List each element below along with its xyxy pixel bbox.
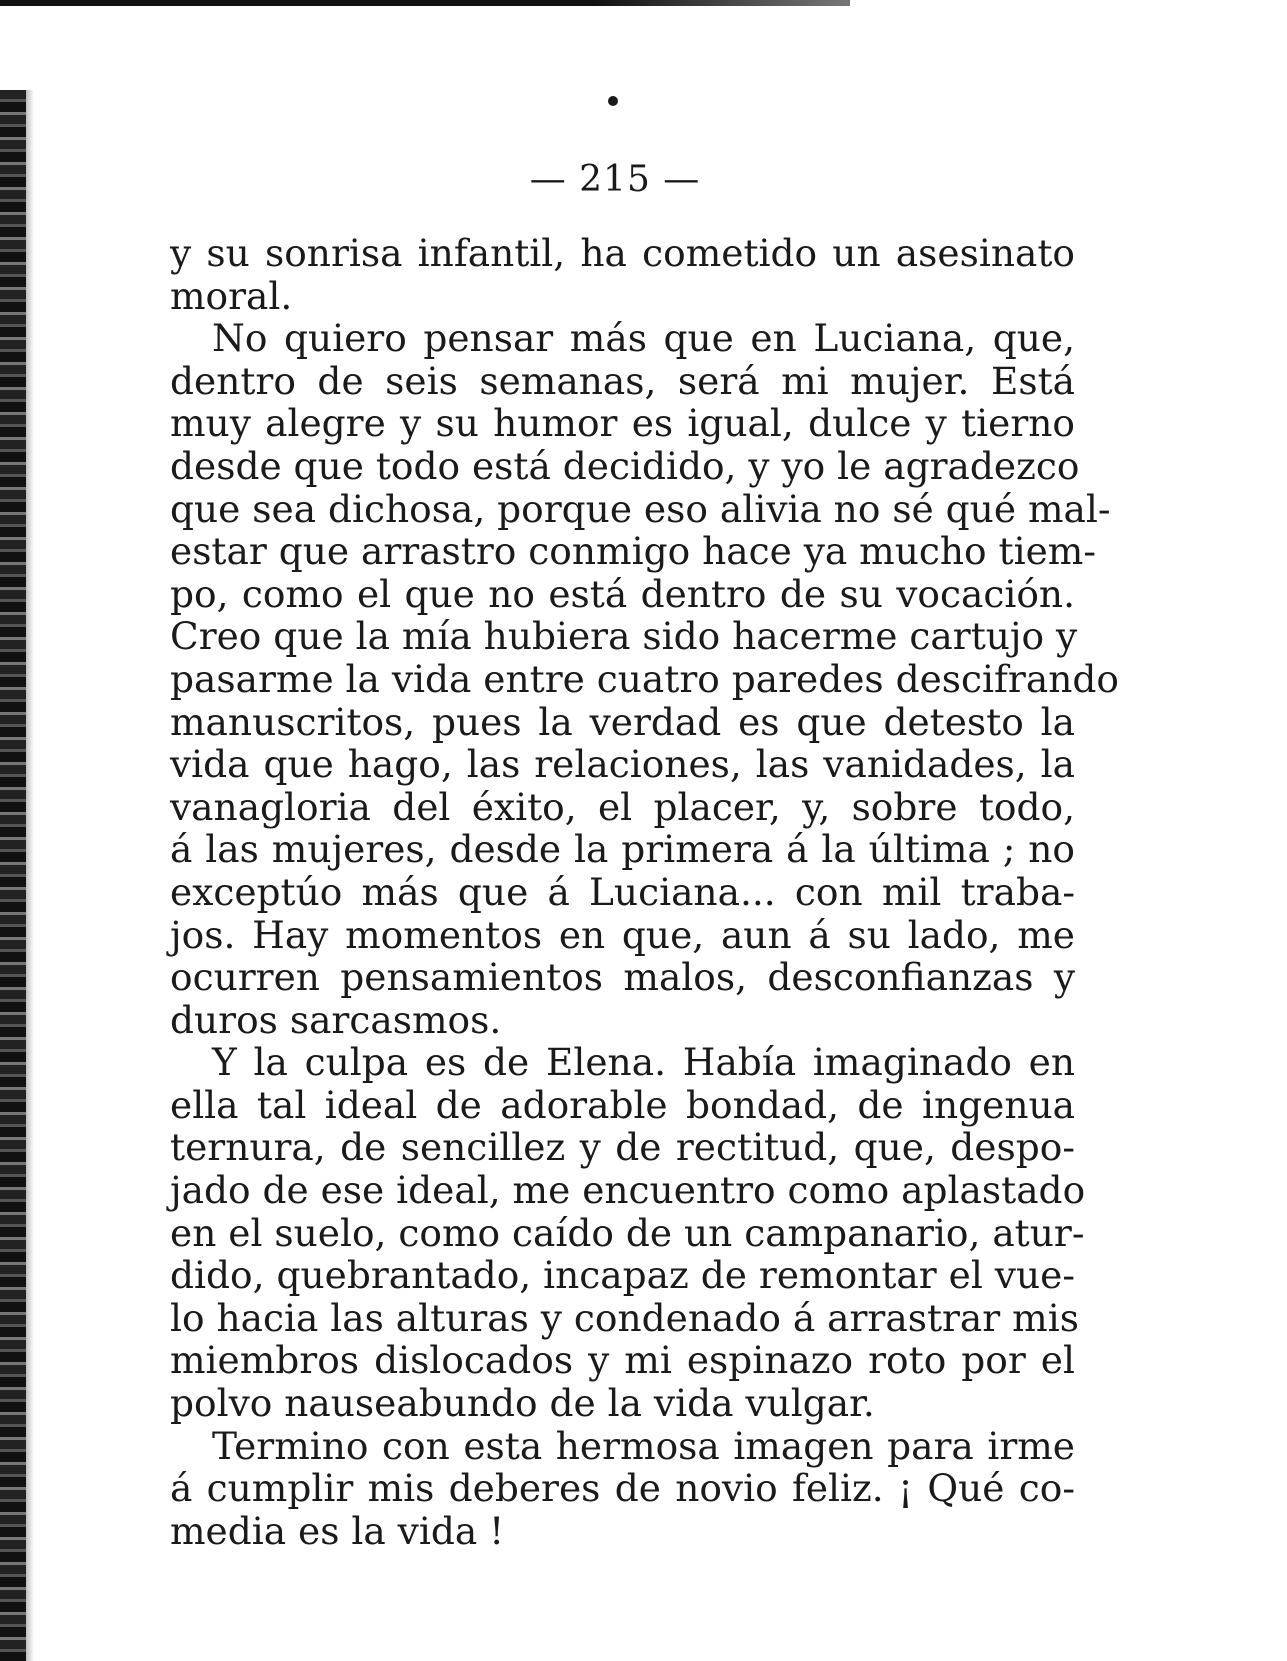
text-line: y su sonrisa infantil, ha cometido un asesinato [170,231,1075,275]
ornament-dot [608,96,618,106]
text-line: Y la culpa es de Elena. Había imaginado en [212,1040,1075,1085]
paragraph [170,316,1119,1042]
text-line: estar que arrastro conmigo hace ya mucho tiem- [170,529,1097,574]
paragraph [170,1425,1075,1553]
text-line: vida que hago, las relaciones, las vanidades, la [170,742,1075,787]
text-line: ternura, de sencillez y de rectitud, que, despo- [170,1125,1075,1170]
page-body [170,231,1119,1553]
text-line: jos. Hay momentos en que, aun á su lado, me [170,912,1075,957]
text-line: moral. [170,273,293,318]
text-line: ella tal ideal de adorable bondad, de ingenua [170,1082,1075,1127]
text-line: polvo nauseabundo de la vida vulgar. [170,1381,875,1426]
text-line: Creo que la mía hubiera sido hacerme cartujo y [170,614,1078,659]
text-line: desde que todo está decidido, y yo le agradezco [170,443,1080,488]
text-line: exceptúo más que á Luciana... con mil traba- [170,869,1075,914]
text-line: dentro de seis semanas, será mi mujer. Está [170,358,1075,403]
binding-shadow [26,90,34,1661]
paragraph [170,232,1075,317]
text-line: dido, quebrantado, incapaz de remontar el vue- [170,1253,1075,1298]
text-line: á las mujeres, desde la primera á la última ; no [170,827,1075,872]
text-line: jado de ese ideal, me encuentro como aplastado [170,1168,1086,1213]
paragraph [170,1040,1086,1426]
text-line: duros sarcasmos. [170,997,502,1042]
text-line: lo hacia las alturas y condenado á arrastrar mis [170,1295,1079,1340]
top-border-rule [0,0,850,6]
text-line: miembros dislocados y mi espinazo roto por el [170,1338,1075,1383]
text-line: ocurren pensamientos malos, desconfianzas y [170,955,1075,1000]
text-line: pasarme la vida entre cuatro paredes descifrando [170,656,1119,701]
text-line: vanagloria del éxito, el placer, y, sobre todo, [170,784,1075,829]
text-line: manuscritos, pues la verdad es que detesto la [170,699,1075,744]
text-line: que sea dichosa, porque eso alivia no sé qué mal- [170,486,1111,531]
text-line: No quiero pensar más que en Luciana, que, [212,316,1075,361]
text-line: en el suelo, como caído de un campanario, atur- [170,1210,1085,1255]
page-number: — 215 — [529,159,701,200]
binding-edge [0,90,26,1661]
text-line: á cumplir mis deberes de novio feliz. ¡ Qué co- [170,1466,1075,1511]
text-line: po, como el que no está dentro de su vocación. [170,571,1075,616]
text-line: media es la vida ! [170,1508,505,1553]
text-line: Termino con esta hermosa imagen para irme [212,1423,1075,1468]
text-line: muy alegre y su humor es igual, dulce y tierno [170,401,1075,446]
